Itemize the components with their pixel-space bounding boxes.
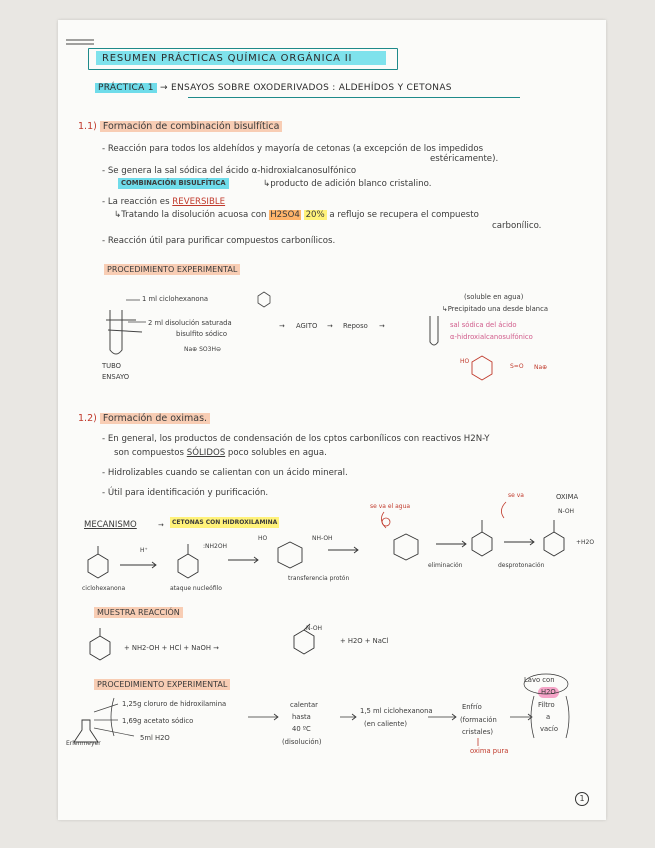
s2-bullet-1: - En general, los productos de condensación de los cptos carbonílicos con reactivos H2N-Y [102,434,490,444]
s2-bullet-1b-tail: poco solubles en agua. [227,448,327,458]
proc1-step2: Reposo [343,322,368,330]
erlenmeyer-icon [74,720,98,742]
mec-loss-water: se va el agua [370,503,411,510]
mecanismo-subtitle: CETONAS CON HIDROXILAMINA [172,519,278,526]
mec-step5-label: desprotonación [498,562,545,569]
s1-bullet-4: - Reacción útil para purificar compuestos carbonílicos. [102,236,336,246]
reversible-word: REVERSIBLE [172,197,226,207]
proc2-heat3: 40 ºC [292,725,311,733]
s1-bullet-3c: carbonílico. [492,221,542,231]
flask-pointers [94,704,134,736]
proc2-arrow-3 [428,714,456,720]
proc2-filter2: a [546,713,551,721]
proc2-pure: oxima pura [470,747,509,755]
mec-step4-label: eliminación [428,562,463,569]
result-tube-icon [430,316,438,345]
mec-ring-3 [278,542,302,568]
proc1-result3: sal sódica del ácido [450,321,517,329]
proc2-heat4: (disolución) [282,738,322,746]
proc2-flask: Erlenmeyer [66,740,101,747]
mec-step1-label: ciclohexanona [82,585,126,592]
s1-bullet-1: - Reacción para todos los aldehídos y mayoría de cetonas (a excepción de los impedidos [102,144,484,154]
proc2-filter1: Filtro [538,701,555,709]
proc1-product-ho: HO [460,358,470,365]
practica-arrow: → [159,83,168,93]
s2-bullet-2: - Hidrolizables cuando se calientan con un ácido mineral. [102,468,348,478]
s1-bullet-2b: ↳producto de adición blanco cristalino. [263,179,432,189]
s1-bullet-1b: estéricamente). [430,154,499,164]
title-deco-lines [66,40,94,44]
mec-reagent: :NH2OH [203,543,228,550]
section2-number: 1.2) [78,413,97,424]
mec-ring-2 [178,554,198,578]
s2-bullet-3: - Útil para identificación y purificación. [102,488,269,498]
mecanismo-arrow: → [158,521,164,529]
proc1-pointers [126,300,146,322]
muestra-equation-left: + NH2-OH + HCl + NaOH → [124,644,219,652]
practica-topic-a: ENSAYOS SOBRE OXODERIVADOS : [170,83,336,93]
test-tube-icon [106,310,142,354]
s1-bullet-3b-text: ↳Tratando la disolución acuosa con [114,210,267,220]
mec-h-plus: H⁺ [140,547,148,554]
mecanismo-heading-text: MECANISMO [84,520,137,530]
section1-number: 1.1) [78,121,97,132]
proc2-cool1: Enfrío [462,703,482,711]
proc1-product-na: Na⊕ [534,364,548,371]
section2-heading: Formación de oximas. [100,413,210,424]
proc1-reagent1: 1 ml ciclohexanona [142,295,209,303]
mec-ring-4 [394,534,418,560]
section1-heading: Formación de combinación bisulfítica [100,121,283,132]
product-ring-icon [472,356,492,380]
proc1-reagent2a: 2 ml disolución saturada [148,319,232,327]
solidos-word: SÓLIDOS [186,448,226,458]
proc2-arrow-1 [248,714,278,720]
muestra-product-group: N-OH [306,625,323,632]
proc2-r2: 1,69g acetato sódico [122,717,194,725]
proc2-r3: 5ml H2O [140,734,170,742]
mec-mid-nh: NH-OH [312,535,333,542]
proc2-arrow-4 [510,714,532,720]
filter-brackets [531,696,569,738]
combinacion-bisulfitica-tag: COMBINACIÓN BISULFÍTICA [118,178,229,189]
proc1-result1: (soluble en agua) [464,293,524,301]
proc2-heading: PROCEDIMIENTO EXPERIMENTAL [94,679,230,690]
page-title: RESUMEN PRÁCTICAS QUÍMICA ORGÁNICA II [102,53,353,64]
mec-plus-h2o: +H2O [576,539,595,546]
proc2-cool2: (formación [460,716,497,724]
proc2-arrow-2 [340,714,356,720]
proc2-heat2: hasta [292,713,311,721]
proc1-arrow3: → [379,322,385,330]
hand-drawings [58,20,606,820]
proc2-cool3: cristales) [462,728,494,736]
muestra-equation-right: + H2O + NaCl [340,637,389,645]
proc1-arrow1: → [279,322,285,330]
mec-deprot: se va [508,492,524,499]
mec-step3-label: transferencia protón [288,575,350,582]
acid-highlight: H2SO4 [270,210,300,220]
proc1-ions: Na⊕ SO3H⊖ [184,346,221,353]
page-number: 1 [575,792,589,806]
mec-ring-5 [472,532,492,556]
s1-bullet-3b-tail: a reflujo se recupera el compuesto [329,210,479,220]
proc2-wash1: Lavo con [524,676,555,684]
proc2-heat1: calentar [290,701,318,709]
muestra-rings [90,624,314,660]
proc2-r1: 1,25g cloruro de hidroxilamina [122,700,227,708]
proc1-result4: α-hidroxialcanosulfónico [450,333,533,341]
proc1-reagent2b: bisulfito sódico [176,330,228,338]
mechanism-rings [88,520,564,578]
percent-highlight: 20% [305,210,325,220]
s1-bullet-3-text: - La reacción es [102,197,170,207]
proc2-add2: (en caliente) [364,720,407,728]
mec-oxima: OXIMA [556,493,579,501]
muestra-heading: MUESTRA REACCIÓN [94,607,183,618]
cyclohexanone-icon [258,292,270,307]
mec-step2-label: ataque nucleófilo [170,585,222,592]
mec-oxima-group: N-OH [558,508,575,515]
proc1-heading: PROCEDIMIENTO EXPERIMENTAL [104,264,240,275]
s2-bullet-1b-text: son compuestos [114,448,185,458]
practica-label: PRÁCTICA 1 [95,83,157,93]
curved-arrow-2 [501,502,506,518]
mec-ring-1 [88,554,108,578]
wash-circle [524,674,568,694]
proc1-step1: AGITO [296,322,318,330]
proc1-tube-label: TUBO ENSAYO [102,362,130,381]
notebook-page [58,20,606,820]
proc1-product-group: S=O [510,363,524,370]
practica-topic-b: ALDEHÍDOS Y CETONAS [338,83,452,93]
proc1-result2: ↳Precipitado una desde blanca [442,305,549,313]
mec-mid-ho: HO [258,535,268,542]
mec-ring-6 [544,532,564,556]
proc2-wash2: H2O [538,687,559,698]
reagent-brace [111,698,114,736]
proc2-add1: 1,5 ml ciclohexanona [360,707,433,715]
proc1-arrow2: → [327,322,333,330]
s1-bullet-2: - Se genera la sal sódica del ácido α-hidroxialcanosulfónico [102,166,357,176]
proc2-filter3: vacío [540,725,558,733]
